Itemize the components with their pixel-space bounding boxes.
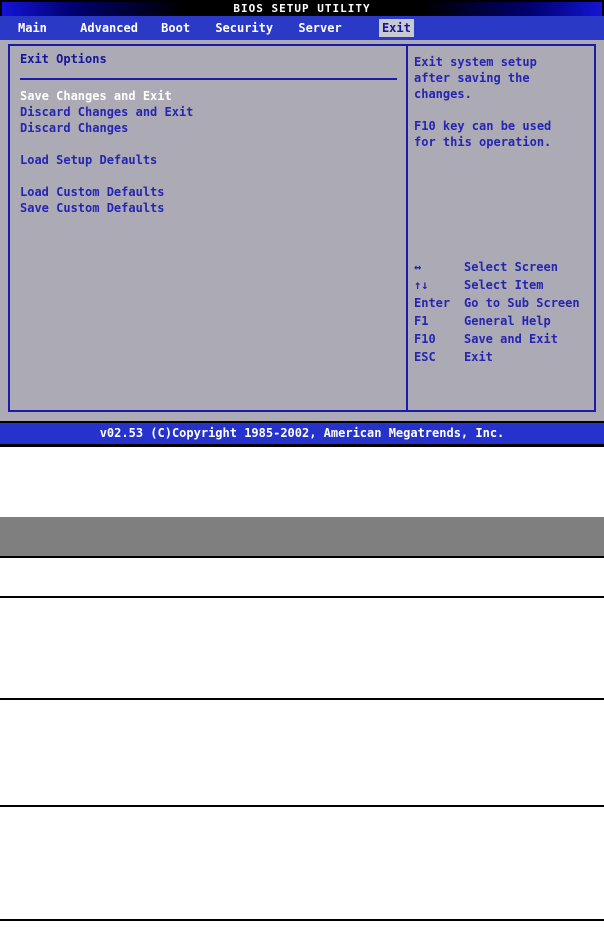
hotkey-key: ESC bbox=[414, 350, 436, 364]
hotkey-label: Save and Exit bbox=[464, 332, 558, 346]
tab-advanced[interactable]: Advanced bbox=[80, 21, 138, 35]
hotkey-label: Select Screen bbox=[464, 260, 558, 274]
hotkey-row bbox=[414, 348, 580, 366]
help-panel bbox=[414, 54, 578, 150]
hotkey-row bbox=[414, 312, 580, 330]
tab-main[interactable]: Main bbox=[18, 21, 47, 35]
menu-item-load-custom-defaults[interactable]: Load Custom Defaults bbox=[20, 185, 165, 199]
menu-item-discard-changes-and-exit[interactable]: Discard Changes and Exit bbox=[20, 105, 194, 119]
hotkey-key: F10 bbox=[414, 332, 436, 346]
menu-item-save-custom-defaults[interactable]: Save Custom Defaults bbox=[20, 201, 165, 215]
help-text-1: Exit system setup after saving the changes. bbox=[414, 55, 537, 101]
hotkey-row bbox=[414, 258, 580, 276]
help-text-2: F10 key can be used for this operation. bbox=[414, 119, 552, 149]
copyright-text: v02.53 (C)Copyright 1985-2002, American Megatrends, Inc. bbox=[99, 426, 505, 440]
menu-item-save-changes-and-exit[interactable]: Save Changes and Exit bbox=[20, 89, 172, 103]
bios-title: BIOS SETUP UTILITY bbox=[233, 2, 371, 15]
table-row bbox=[0, 700, 604, 807]
hotkey-row bbox=[414, 330, 580, 348]
hotkey-key: F1 bbox=[414, 314, 429, 328]
table-row bbox=[0, 598, 604, 700]
panel-frame bbox=[8, 44, 596, 412]
hotkey-key: ↑↓ bbox=[414, 278, 429, 292]
bios-titlebar bbox=[0, 0, 604, 16]
exit-options-list bbox=[20, 88, 193, 216]
hotkey-legend bbox=[414, 258, 580, 366]
hotkey-label: Exit bbox=[464, 350, 493, 364]
tab-server[interactable]: Server bbox=[298, 21, 342, 35]
hotkey-row bbox=[414, 294, 580, 312]
table-row bbox=[0, 558, 604, 598]
heading-separator bbox=[20, 78, 397, 80]
hotkey-label: Go to Sub Screen bbox=[464, 296, 580, 310]
copyright-bar bbox=[0, 421, 604, 447]
menu-item-load-setup-defaults[interactable]: Load Setup Defaults bbox=[20, 153, 158, 167]
panel-divider bbox=[406, 46, 408, 410]
hotkey-key: Enter bbox=[414, 296, 451, 310]
tab-exit[interactable]: Exit bbox=[379, 19, 414, 37]
document-table bbox=[0, 517, 604, 921]
bios-menubar bbox=[0, 16, 604, 40]
bios-setup-screen bbox=[0, 0, 604, 447]
hotkey-label: General Help bbox=[464, 314, 551, 328]
hotkey-row bbox=[414, 276, 580, 294]
tab-security[interactable]: Security bbox=[215, 21, 274, 35]
exit-options-heading: Exit Options bbox=[20, 52, 107, 66]
tab-boot[interactable]: Boot bbox=[161, 21, 191, 35]
menu-item-discard-changes[interactable]: Discard Changes bbox=[20, 121, 129, 135]
table-row bbox=[0, 807, 604, 921]
table-header-row bbox=[0, 517, 604, 558]
hotkey-label: Select Item bbox=[464, 278, 544, 292]
hotkey-key: ↔ bbox=[414, 260, 422, 274]
